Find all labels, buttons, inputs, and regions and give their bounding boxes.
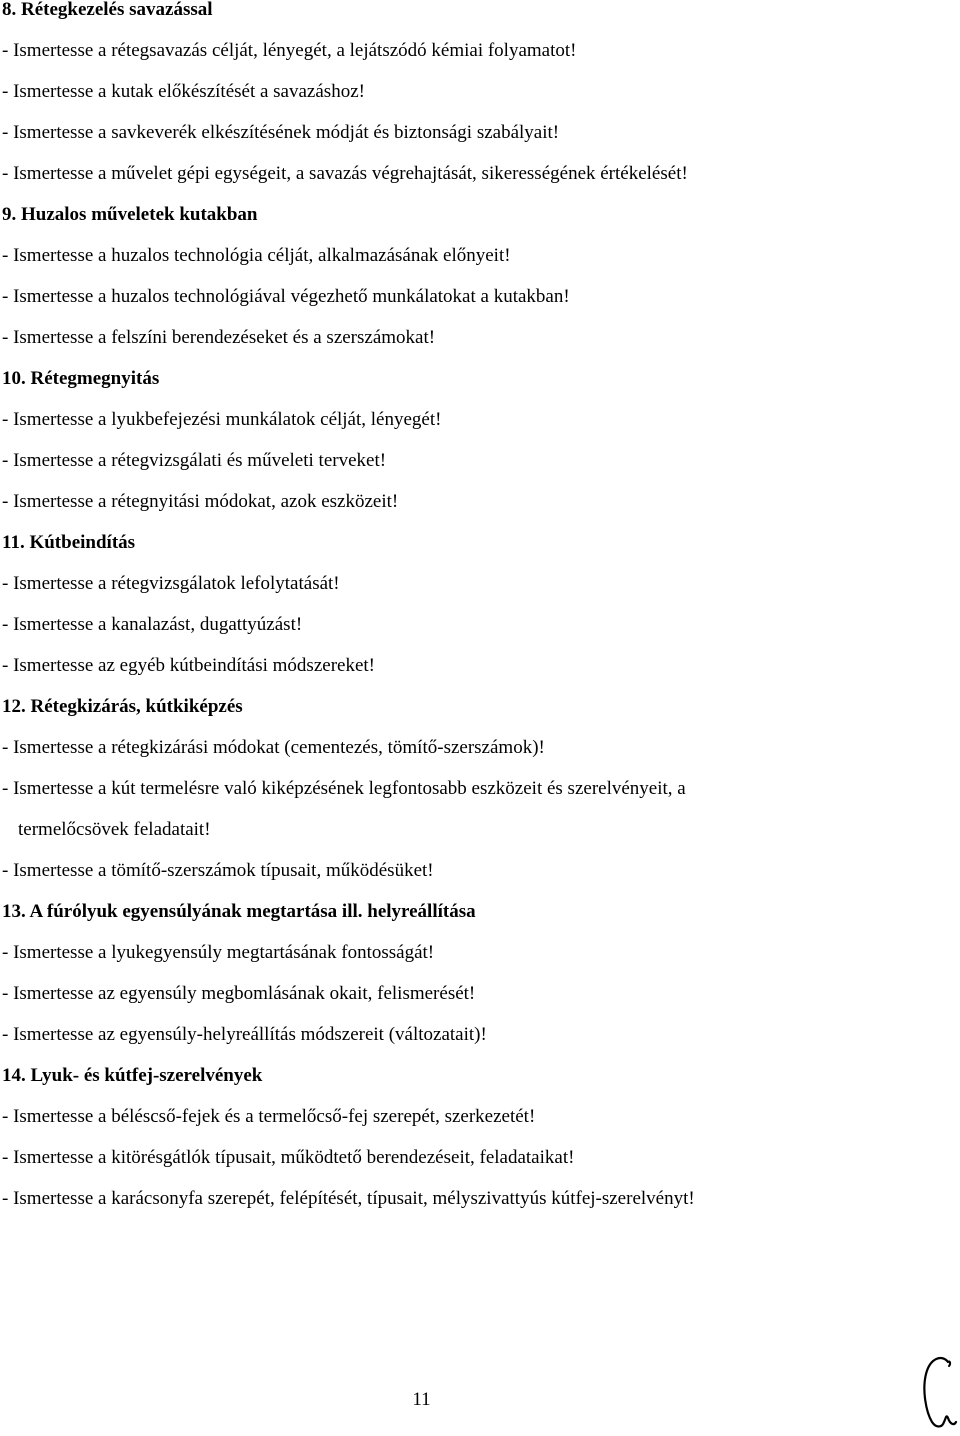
- list-item: - Ismertesse a rétegvizsgálatok lefolytatását!: [2, 573, 340, 594]
- section-heading: 9. Huzalos műveletek kutakban: [2, 204, 258, 225]
- list-item: - Ismertesse a huzalos technológiával végezhető munkálatokat a kutakban!: [2, 286, 570, 307]
- list-item: - Ismertesse az egyéb kútbeindítási módszereket!: [2, 655, 375, 676]
- list-item: - Ismertesse a művelet gépi egységeit, a savazás végrehajtását, sikerességének értékelését!: [2, 163, 688, 184]
- list-item: - Ismertesse a rétegvizsgálati és műveleti terveket!: [2, 450, 387, 471]
- list-item: - Ismertesse a savkeverék elkészítésének módját és biztonsági szabályait!: [2, 122, 560, 143]
- list-item: - Ismertesse az egyensúly megbomlásának okait, felismerését!: [2, 983, 476, 1004]
- list-item: - Ismertesse a tömítő-szerszámok típusait, működésüket!: [2, 860, 434, 881]
- list-item: - Ismertesse a kutak előkészítését a savazáshoz!: [2, 81, 365, 102]
- section-heading: 12. Rétegkizárás, kútkiképzés: [2, 696, 243, 717]
- handwritten-initial-signature: [918, 1352, 958, 1432]
- list-item: - Ismertesse a lyukegyensúly megtartásának fontosságát!: [2, 942, 435, 963]
- list-item-continuation: termelőcsövek feladatait!: [18, 819, 211, 840]
- list-item: - Ismertesse a lyukbefejezési munkálatok célját, lényegét!: [2, 409, 442, 430]
- list-item: - Ismertesse az egyensúly-helyreállítás módszereit (változatait)!: [2, 1024, 487, 1045]
- page-number: 11: [412, 1389, 431, 1410]
- list-item: - Ismertesse a rétegnyitási módokat, azok eszközeit!: [2, 491, 399, 512]
- section-heading: 10. Rétegmegnyitás: [2, 368, 160, 389]
- section-heading: 13. A fúrólyuk egyensúlyának megtartása ill. helyreállítása: [2, 901, 476, 922]
- list-item: - Ismertesse a felszíni berendezéseket és a szerszámokat!: [2, 327, 436, 348]
- list-item: - Ismertesse a rétegkizárási módokat (cementezés, tömítő-szerszámok)!: [2, 737, 545, 758]
- list-item: - Ismertesse a karácsonyfa szerepét, felépítését, típusait, mélyszivattyús kútfej-szerelvényt!: [2, 1188, 695, 1209]
- list-item: - Ismertesse a kút termelésre való kiképzésének legfontosabb eszközeit és szerelvényeit, a: [2, 778, 686, 799]
- list-item: - Ismertesse a rétegsavazás célját, lényegét, a lejátszódó kémiai folyamatot!: [2, 40, 577, 61]
- section-heading: 11. Kútbeindítás: [2, 532, 136, 553]
- section-heading: 8. Rétegkezelés savazással: [2, 0, 213, 20]
- section-heading: 14. Lyuk- és kútfej-szerelvények: [2, 1065, 263, 1086]
- list-item: - Ismertesse a kitörésgátlók típusait, működtető berendezéseit, feladataikat!: [2, 1147, 575, 1168]
- list-item: - Ismertesse a béléscső-fejek és a termelőcső-fej szerepét, szerkezetét!: [2, 1106, 536, 1127]
- list-item: - Ismertesse a kanalazást, dugattyúzást!: [2, 614, 303, 635]
- list-item: - Ismertesse a huzalos technológia célját, alkalmazásának előnyeit!: [2, 245, 511, 266]
